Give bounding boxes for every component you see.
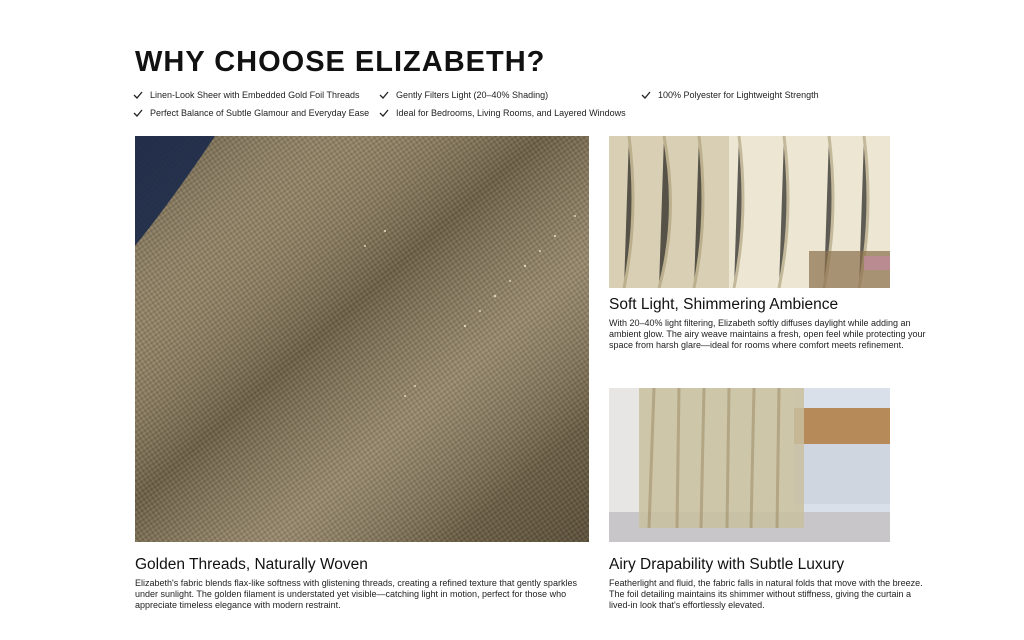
check-icon [133,108,143,118]
check-icon [641,90,651,100]
feature-label: Linen-Look Sheer with Embedded Gold Foil Threads [150,90,360,100]
feature-label: Gently Filters Light (20–40% Shading) [396,90,549,100]
airy-drape-title: Airy Drapability with Subtle Luxury [609,556,845,573]
soft-light-title: Soft Light, Shimmering Ambience [609,296,839,313]
feature-label: 100% Polyester for Lightweight Strength [658,90,819,100]
page-title: WHY CHOOSE ELIZABETH? [135,46,546,78]
check-icon [133,90,143,100]
golden-threads-title: Golden Threads, Naturally Woven [135,556,368,573]
draped-curtain-photo [609,388,890,542]
feature-item [133,90,359,100]
feature-item [133,108,369,118]
fabric-closeup-photo [135,136,589,542]
sheer-window-photo [609,136,890,288]
soft-light-text: With 20–40% light filtering, Elizabeth softly diffuses daylight while adding an ambient glow. The airy weave maintains a fresh, open feel while protecting your space from harsh glare—ideal for rooms where comfort meets refinement. [609,318,926,350]
feature-label: Perfect Balance of Subtle Glamour and Everyday Ease [150,108,370,118]
feature-label: Ideal for Bedrooms, Living Rooms, and Layered Windows [396,108,626,118]
check-icon [379,90,389,100]
airy-drape-text: Featherlight and fluid, the fabric falls in natural folds that move with the breeze. The foil detailing maintains its shimmer without stiffness, giving the curtain a lived-in look that's effortlessly elevated. [609,578,923,610]
golden-threads-text: Elizabeth's fabric blends flax-like softness with glistening threads, creating a refined texture that gently sparkles under sunlight. The golden filament is understated yet visible—catching light in motion, perfect for those who appreciate timeless elegance with modern restraint. [135,578,577,610]
check-icon [379,108,389,118]
feature-item [379,90,548,100]
feature-item [641,90,819,100]
feature-item [379,108,626,118]
